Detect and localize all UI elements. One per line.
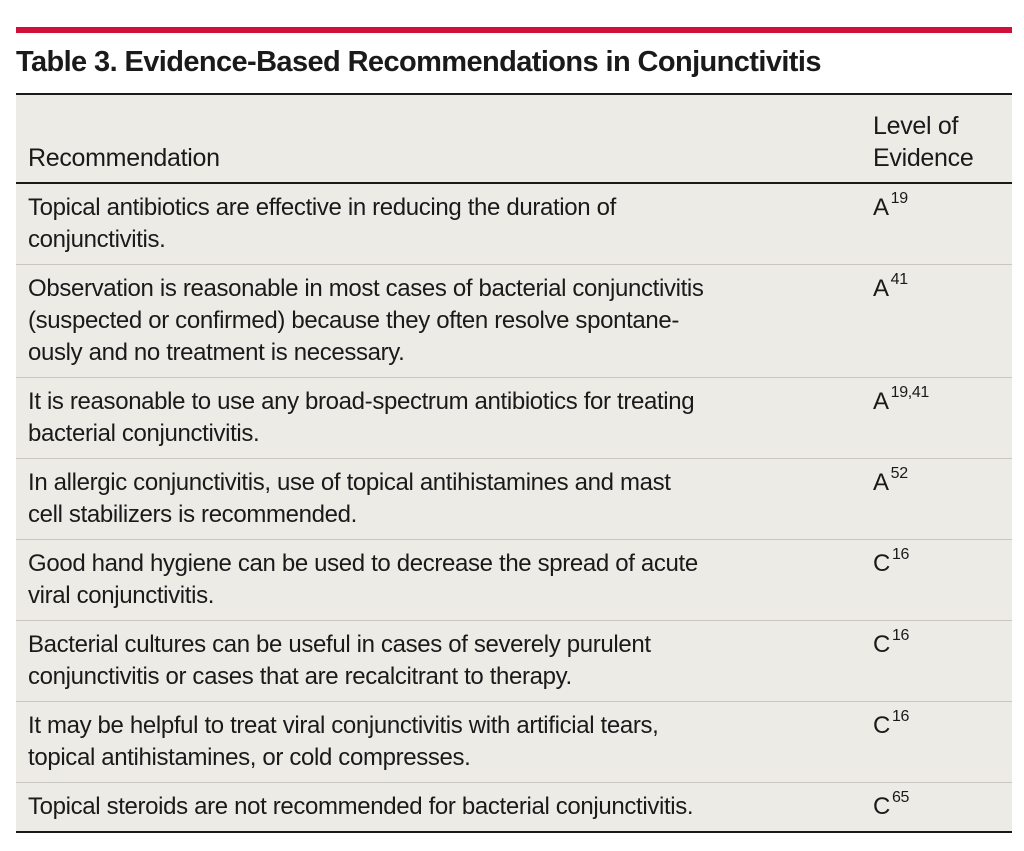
recommendation-text-line: conjunctivitis or cases that are recalcitrant to therapy. [28, 663, 572, 690]
accent-rule [16, 27, 1012, 33]
recommendation-text-line: It may be helpful to treat viral conjunctivitis with artificial tears, [28, 712, 659, 739]
level-of-evidence-cell [859, 459, 1012, 540]
table-row [16, 378, 1012, 459]
table-row [16, 621, 1012, 702]
recommendation-text-line: cell stabilizers is recommended. [28, 501, 357, 528]
reference-superscript: 41 [890, 271, 908, 288]
recommendation-text-line: conjunctivitis. [28, 226, 166, 253]
table-row [16, 783, 1012, 832]
evidence-grade: C [873, 550, 890, 577]
recommendation-text-line: Topical steroids are not recommended for bacterial conjunctivitis. [28, 793, 694, 820]
recommendation-text-line: (suspected or confirmed) because they often resolve spontane- [28, 307, 680, 334]
evidence-table [16, 93, 1012, 833]
header-row [16, 95, 1012, 183]
evidence-grade: A [873, 388, 889, 415]
reference-superscript: 16 [891, 627, 910, 644]
reference-superscript: 19,41 [890, 384, 929, 401]
level-of-evidence-cell [859, 621, 1012, 702]
evidence-grade: A [873, 469, 889, 496]
level-of-evidence-cell [859, 702, 1012, 783]
reference-superscript: 52 [890, 465, 908, 482]
level-header-line-1: Level of [873, 112, 959, 140]
level-of-evidence-cell [859, 783, 1012, 832]
recommendation-cell [16, 378, 859, 459]
recommendation-cell [16, 183, 859, 265]
recommendation-cell [16, 783, 859, 832]
recommendation-text-line: topical antihistamines, or cold compresses. [28, 744, 471, 771]
reference-superscript: 65 [891, 789, 910, 806]
table-row [16, 183, 1012, 265]
recommendation-text-line: Observation is reasonable in most cases of bacterial conjunctivitis [28, 275, 704, 302]
level-of-evidence-cell [859, 378, 1012, 459]
recommendation-cell [16, 540, 859, 621]
evidence-grade: C [873, 712, 890, 739]
recommendation-cell [16, 621, 859, 702]
table-body [16, 183, 1012, 831]
recommendation-text-line: bacterial conjunctivitis. [28, 420, 260, 447]
reference-superscript: 16 [891, 708, 910, 725]
recommendation-cell [16, 265, 859, 378]
recommendations-table [16, 95, 1012, 831]
level-of-evidence-cell [859, 540, 1012, 621]
recommendation-text-line: Topical antibiotics are effective in reducing the duration of [28, 194, 616, 221]
recommendation-text-line: Bacterial cultures can be useful in cases of severely purulent [28, 631, 651, 658]
level-of-evidence-cell [859, 265, 1012, 378]
recommendation-cell [16, 702, 859, 783]
reference-superscript: 19 [890, 190, 908, 207]
table-row [16, 459, 1012, 540]
evidence-grade: C [873, 631, 890, 658]
recommendation-text-line: ously and no treatment is necessary. [28, 339, 405, 366]
column-header-recommendation: Recommendation [16, 95, 859, 183]
evidence-grade: C [873, 793, 890, 820]
column-header-level-of-evidence [859, 95, 1012, 183]
recommendation-text-line: In allergic conjunctivitis, use of topical antihistamines and mast [28, 469, 671, 496]
recommendation-cell [16, 459, 859, 540]
reference-superscript: 16 [891, 546, 910, 563]
recommendation-text-line: viral conjunctivitis. [28, 582, 215, 609]
evidence-grade: A [873, 275, 889, 302]
recommendation-text-line: Good hand hygiene can be used to decrease the spread of acute [28, 550, 698, 577]
recommendation-text-line: It is reasonable to use any broad-spectrum antibiotics for treating [28, 388, 695, 415]
level-header-line-2: Evidence [873, 144, 974, 172]
table-row [16, 702, 1012, 783]
table-caption: Table 3. Evidence-Based Recommendations in Conjunctivitis [16, 46, 821, 78]
table-row [16, 540, 1012, 621]
table-row [16, 265, 1012, 378]
evidence-grade: A [873, 194, 889, 221]
level-of-evidence-cell [859, 183, 1012, 265]
